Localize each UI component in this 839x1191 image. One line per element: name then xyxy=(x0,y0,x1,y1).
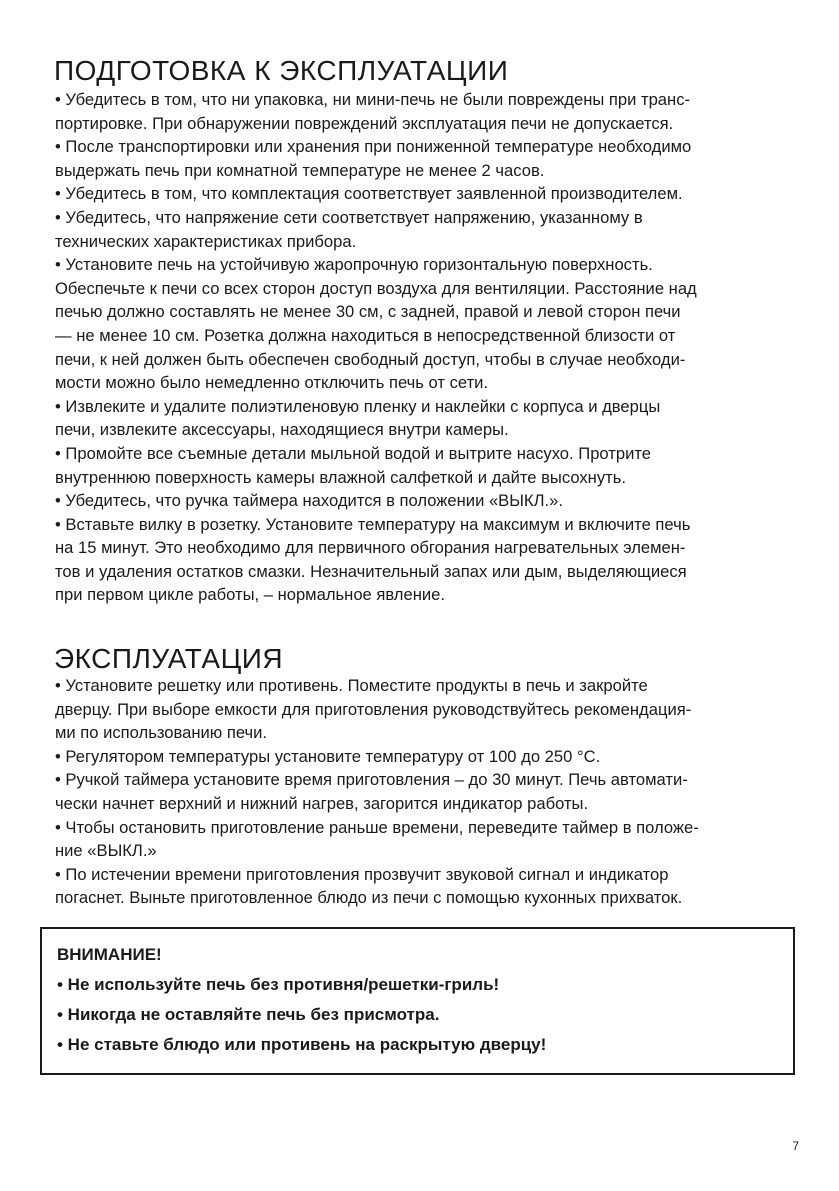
warning-box xyxy=(40,927,795,1075)
text-line: • Установите решетку или противень. Поместите продукты в печь и закройте xyxy=(55,676,648,695)
preparation-text xyxy=(55,88,795,607)
text-line: • Убедитесь, что ручка таймера находится в положении «ВЫКЛ.». xyxy=(55,491,563,511)
text-line: выдержать печь при комнатной температуре не менее 2 часов. xyxy=(55,160,545,180)
text-line: • Промойте все съемные детали мыльной водой и вытрите насухо. Протрите xyxy=(55,443,652,463)
text-line: Обеспечьте к печи со всех сторон доступ воздуха для вентиляции. Расстояние над xyxy=(55,278,697,298)
text-line: — не менее 10 см. Розетка должна находиться в непосредственной близости от xyxy=(55,325,676,345)
warning-item: • Не ставьте блюдо или противень на раскрытую дверцу! xyxy=(57,1035,547,1054)
text-line: печи, извлеките аксессуары, находящиеся внутри камеры. xyxy=(55,420,509,440)
text-line: • После транспортировки или хранения при пониженной температуре необходимо xyxy=(55,137,692,157)
text-line: ние «ВЫКЛ.» xyxy=(55,841,157,861)
warning-item: • Не используйте печь без противня/решетки-гриль! xyxy=(57,975,500,994)
section-title-operation: ЭКСПЛУАТАЦИЯ xyxy=(54,643,284,674)
page-number: 7 xyxy=(792,1139,799,1153)
text-line: • Регулятором температуры установите температуру от 100 до 250 °C. xyxy=(55,746,601,766)
text-line: печи, к ней должен быть обеспечен свободный доступ, чтобы в случае необходи- xyxy=(55,349,686,369)
text-line: на 15 минут. Это необходимо для первичного обгорания нагревательных элемен- xyxy=(55,538,686,558)
text-line: мости можно было немедленно отключить печь от сети. xyxy=(55,373,489,393)
text-line: • Вставьте вилку в розетку. Установите температуру на максимум и включите печь xyxy=(55,514,691,534)
text-line: • Убедитесь в том, что ни упаковка, ни мини-печь не были повреждены при транс- xyxy=(55,90,691,109)
section-title-preparation: ПОДГОТОВКА К ЭКСПЛУАТАЦИИ xyxy=(54,55,509,86)
text-line: дверцу. При выборе емкости для приготовления руководствуйтесь рекомендация- xyxy=(55,699,692,719)
text-line: • По истечении времени приготовления прозвучит звуковой сигнал и индикатор xyxy=(55,864,669,884)
text-line: внутреннюю поверхность камеры влажной салфеткой и дайте высохнуть. xyxy=(55,467,626,487)
text-line: чески начнет верхний и нижний нагрев, загорится индикатор работы. xyxy=(55,793,589,813)
text-line: тов и удаления остатков смазки. Незначительный запах или дым, выделяющиеся xyxy=(55,561,687,581)
text-line: • Ручкой таймера установите время приготовления – до 30 минут. Печь автомати- xyxy=(55,770,688,790)
text-line: при первом цикле работы, – нормальное явление. xyxy=(55,585,445,605)
text-line: ми по использованию печи. xyxy=(55,723,268,743)
text-line: • Установите печь на устойчивую жаропрочную горизонтальную поверхность. xyxy=(55,255,653,275)
text-line: печью должно составлять не менее 30 см, с задней, правой и левой сторон печи xyxy=(55,302,681,322)
text-line: • Извлеките и удалите полиэтиленовую пленку и наклейки с корпуса и дверцы xyxy=(55,396,661,416)
text-line: портировке. При обнаружении повреждений эксплуатация печи не допускается. xyxy=(55,113,674,133)
warning-item: • Никогда не оставляйте печь без присмотра. xyxy=(57,1005,440,1024)
operation-text xyxy=(55,674,795,910)
text-line: • Убедитесь в том, что комплектация соответствует заявленной производителем. xyxy=(55,184,683,204)
text-line: технических характеристиках прибора. xyxy=(55,231,357,251)
warning-title: ВНИМАНИЕ! xyxy=(57,945,162,964)
text-line: • Убедитесь, что напряжение сети соответствует напряжению, указанному в xyxy=(55,207,643,227)
text-line: погаснет. Выньте приготовленное блюдо из печи с помощью кухонных прихваток. xyxy=(55,888,683,908)
text-line: • Чтобы остановить приготовление раньше времени, переведите таймер в положе- xyxy=(55,817,699,837)
